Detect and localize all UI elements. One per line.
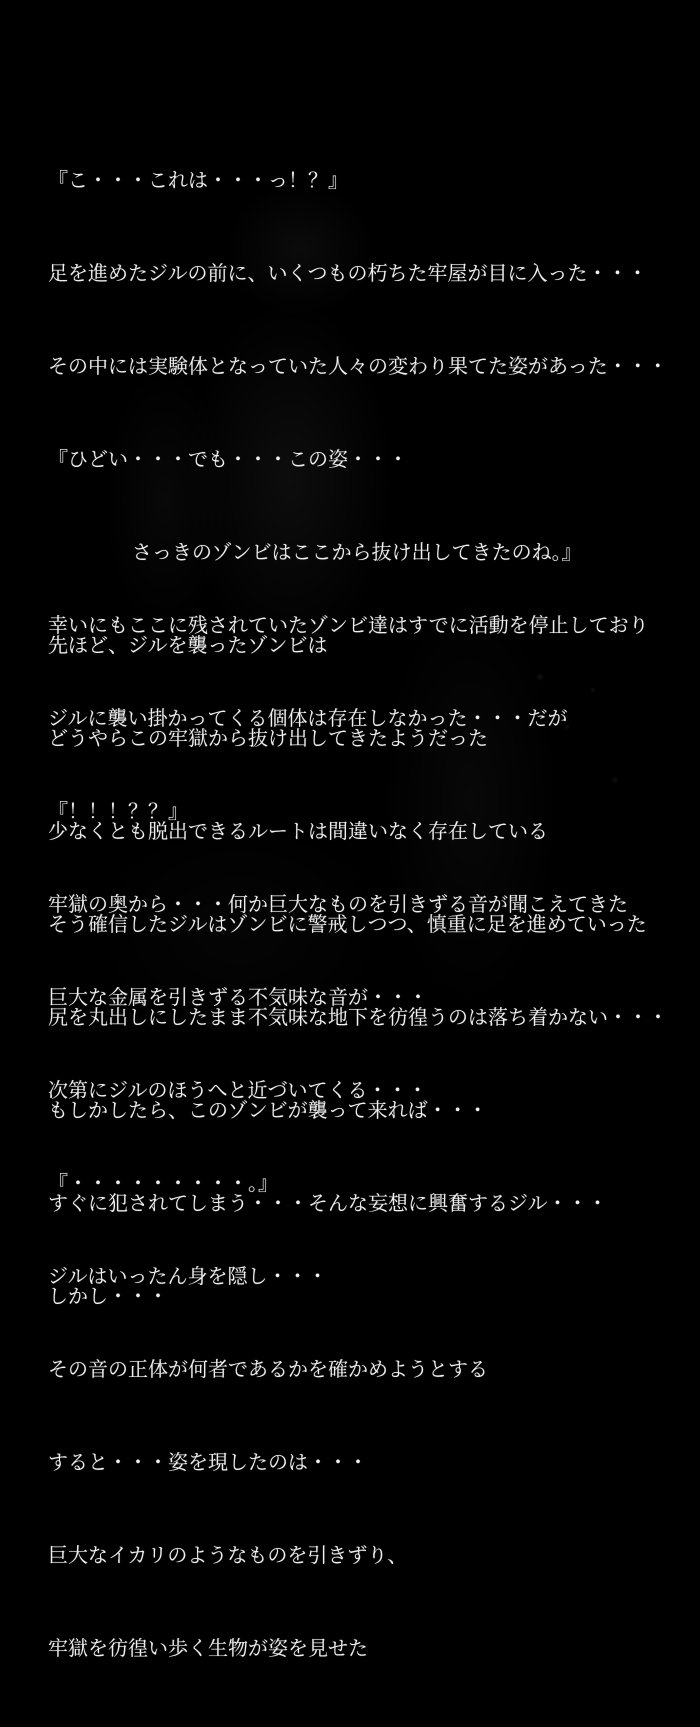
story-line: そう確信したジルはゾンビに警戒しつつ、慎重に足を進めていった (48, 914, 647, 936)
story-line: 牢獄の奥から・・・何か巨大なものを引きずる音が聞こえてきた (48, 894, 628, 916)
story-line: どうやらこの牢獄から抜け出してきたようだった (48, 728, 488, 750)
story-line: 尻を丸出しにしたまま不気味な地下を彷徨うのは落ち着かない・・・ (48, 1007, 668, 1029)
story-line: その音の正体が何者であるかを確かめようとする (48, 1359, 488, 1381)
story-line: 幸いにもここに残されていたゾンビ達はすでに活動を停止しており (48, 615, 649, 637)
story-line: 先ほど、ジルを襲ったゾンビは (48, 635, 328, 657)
story-line: ジルに襲い掛かってくる個体は存在しなかった・・・だが (48, 708, 568, 730)
story-line: すぐに犯されてしまう・・・そんな妄想に興奮するジル・・・ (48, 1193, 608, 1215)
story-line: 少なくとも脱出できるルートは間違いなく存在している (48, 821, 548, 843)
story-line: 足を進めたジルの前に、いくつもの朽ちた牢屋が目に入った・・・ (48, 263, 648, 285)
story-line: 次第にジルのほうへと近づいてくる・・・ (48, 1080, 428, 1102)
story-line: もしかしたら、このゾンビが襲って来れば・・・ (48, 1100, 488, 1122)
story-text-block-2 (48, 549, 678, 1727)
story-line: さっきのゾンビはここから抜け出してきたのね。』 (132, 542, 582, 564)
story-line: その中には実験体となっていた人々の変わり果てた姿があった・・・ (48, 356, 668, 378)
story-line: 巨大なイカリのようなものを引きずり、 (48, 1545, 408, 1567)
story-line: 『！！！？？』 (48, 801, 188, 823)
story-line: 牢獄を彷徨い歩く生物が姿を見せた (48, 1638, 368, 1660)
story-line: 『こ・・・これは・・・っ！？』 (48, 170, 348, 192)
story-line: ジルはいったん身を隠し・・・ (48, 1266, 328, 1288)
story-line: 『ひどい・・・でも・・・この姿・・・ (48, 449, 408, 471)
story-line: すると・・・姿を現したのは・・・ (48, 1452, 368, 1474)
story-line: しかし・・・ (48, 1286, 168, 1308)
story-line: 巨大な金属を引きずる不気味な音が・・・ (48, 987, 428, 1009)
story-line: 『・・・・・・・・・。』 (48, 1173, 278, 1195)
